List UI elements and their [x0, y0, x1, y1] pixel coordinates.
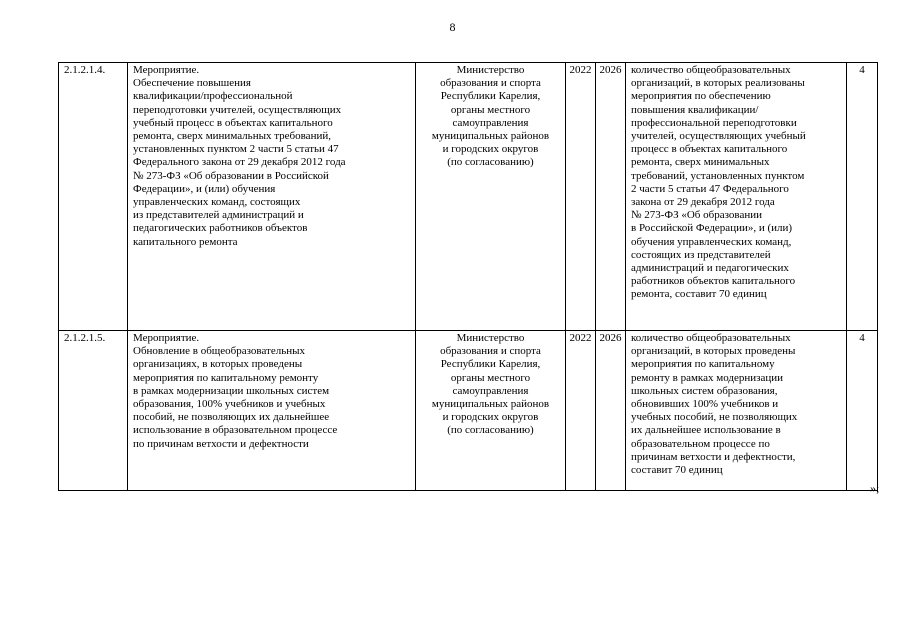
- executor-cell: [416, 331, 566, 491]
- year-start: 2022: [566, 63, 596, 331]
- activity-line: Обновление в общеобразовательных: [133, 345, 306, 358]
- activity-cell: [128, 331, 416, 491]
- activity-line: использование в образовательном процессе: [133, 424, 338, 437]
- indicator-line: профессиональной переподготовки: [631, 116, 797, 129]
- indicator-line: закона от 29 декабря 2012 года: [631, 196, 775, 209]
- executor-line: образования и спорта: [440, 77, 541, 90]
- indicator-value: 4: [847, 331, 878, 491]
- executor-line: Республики Карелия,: [440, 90, 541, 103]
- page-number: 8: [449, 20, 456, 34]
- indicator-line: 2 части 5 статьи 47 Федерального: [631, 182, 789, 195]
- activity-line: образования, 100% учебников и учебных: [133, 398, 326, 411]
- indicator-line: учителей, осуществляющих учебный: [631, 130, 806, 143]
- indicator-line: их дальнейшее использование в: [631, 424, 781, 437]
- activity-line: ремонта, сверх минимальных требований,: [133, 130, 331, 143]
- activity-line: по причинам ветхости и дефектности: [133, 437, 309, 450]
- executor-line: муниципальных районов: [431, 130, 550, 143]
- year-start: 2022: [566, 331, 596, 491]
- indicator-line: обновивших 100% учебников и: [631, 398, 779, 411]
- measures-table: [58, 62, 878, 491]
- closing-quote-mark: »;: [870, 481, 880, 495]
- executor-line: образования и спорта: [440, 345, 541, 358]
- executor-line: муниципальных районов: [431, 398, 550, 411]
- executor-line: органы местного: [450, 371, 531, 384]
- indicator-line: повышения квалификации/: [631, 103, 759, 116]
- indicator-line: обучения управленческих команд,: [631, 235, 792, 248]
- indicator-line: причинам ветхости и дефектности,: [631, 450, 796, 463]
- year-end: 2026: [596, 63, 626, 331]
- indicator-line: администраций и педагогических: [631, 262, 789, 275]
- activity-line: пособий, не позволяющих их дальнейшее: [133, 411, 330, 424]
- table-row: [59, 331, 878, 491]
- executor-line: и городских округов: [442, 411, 539, 424]
- indicator-line: процесс в объектах капитального: [631, 143, 788, 156]
- activity-line: организациях, в которых проведены: [133, 358, 303, 371]
- indicator-line: мероприятия по обеспечению: [631, 90, 771, 103]
- indicator-line: составит 70 единиц: [631, 464, 723, 477]
- activity-line: квалификации/профессиональной: [133, 90, 293, 103]
- executor-line: самоуправления: [452, 384, 529, 397]
- activity-line: № 273-ФЗ «Об образовании в Российской: [133, 169, 329, 182]
- year-end: 2026: [596, 331, 626, 491]
- executor-line: Министерство: [456, 332, 525, 344]
- activity-line: Федерации», и (или) обучения: [133, 182, 276, 195]
- executor-line: органы местного: [450, 103, 531, 116]
- indicator-line: школьных систем образования,: [631, 384, 778, 397]
- indicator-line: требований, установленных пунктом: [631, 169, 805, 182]
- activity-line: в рамках модернизации школьных систем: [133, 384, 330, 397]
- activity-line: мероприятия по капитальному ремонту: [133, 371, 319, 384]
- activity-line: управленческих команд, состоящих: [133, 196, 301, 209]
- activity-line: Федерального закона от 29 декабря 2012 года: [133, 156, 346, 169]
- executor-line: Министерство: [456, 64, 525, 76]
- indicator-line: работников объектов капитального: [631, 275, 796, 288]
- indicator-line: организаций, в которых проведены: [631, 345, 796, 358]
- indicator-value: 4: [847, 63, 878, 331]
- indicator-line: ремонту в рамках модернизации: [631, 371, 784, 384]
- activity-line: педагогических работников объектов: [133, 222, 308, 235]
- activity-line: установленных пунктом 2 части 5 статьи 47: [133, 143, 339, 156]
- activity-line: капитального ремонта: [133, 235, 238, 248]
- executor-line: самоуправления: [452, 116, 529, 129]
- indicator-line: мероприятия по капитальному: [631, 358, 775, 371]
- executor-line: Республики Карелия,: [440, 358, 541, 371]
- indicator-line: ремонта, составит 70 единиц: [631, 288, 767, 301]
- executor-line: и городских округов: [442, 143, 539, 156]
- indicator-line: в Российской Федерации», и (или): [631, 222, 793, 235]
- indicator-line: учебных пособий, не позволяющих: [631, 411, 798, 424]
- executor-cell: [416, 63, 566, 331]
- row-number: 2.1.2.1.5.: [59, 331, 128, 491]
- executor-line: (по согласованию): [447, 156, 534, 169]
- indicator-cell: [626, 63, 847, 331]
- indicator-line: количество общеобразовательных: [631, 64, 791, 76]
- table-row: [59, 63, 878, 331]
- activity-line: Обеспечение повышения: [133, 77, 251, 90]
- indicator-line: состоящих из представителей: [631, 248, 771, 261]
- indicator-line: ремонта, сверх минимальных: [631, 156, 770, 169]
- row-number: 2.1.2.1.4.: [59, 63, 128, 331]
- indicator-line: № 273-ФЗ «Об образовании: [631, 209, 763, 222]
- indicator-line: организаций, в которых реализованы: [631, 77, 805, 90]
- indicator-line: количество общеобразовательных: [631, 332, 791, 344]
- activity-line: учебный процесс в объектах капитального: [133, 116, 333, 129]
- activity-cell: [128, 63, 416, 331]
- executor-line: (по согласованию): [447, 424, 534, 437]
- activity-line: из представителей администраций и: [133, 209, 304, 222]
- indicator-line: образовательном процессе по: [631, 437, 770, 450]
- indicator-cell: [626, 331, 847, 491]
- activity-line: Мероприятие.: [133, 64, 200, 76]
- activity-line: Мероприятие.: [133, 332, 200, 344]
- activity-line: переподготовки учителей, осуществляющих: [133, 103, 342, 116]
